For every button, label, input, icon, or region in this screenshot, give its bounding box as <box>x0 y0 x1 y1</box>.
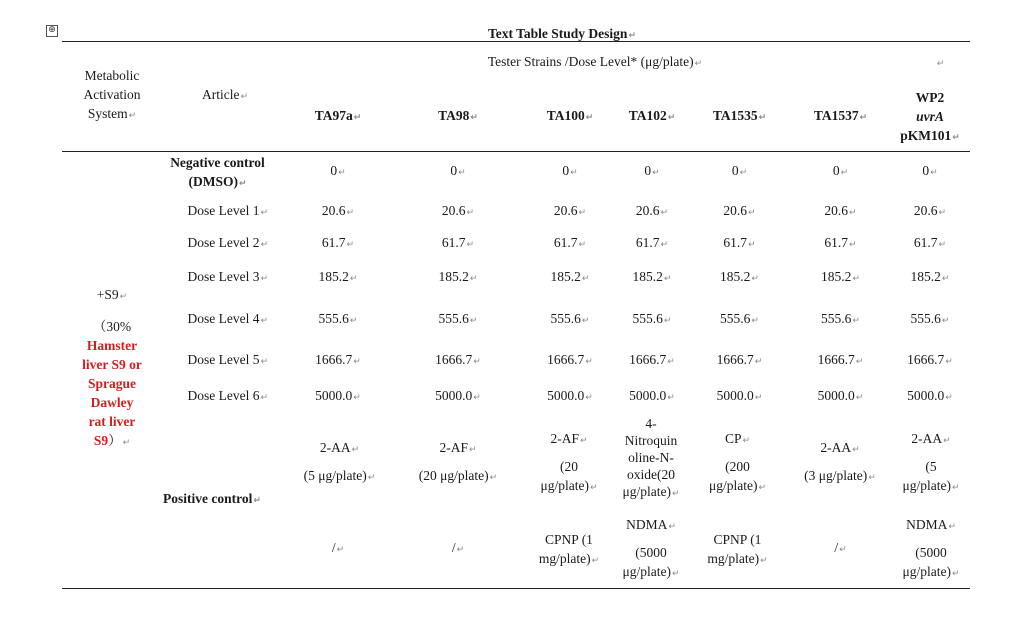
table-title: Text Table Study Design↵ <box>488 26 636 41</box>
dose-value: 5000.0↵ <box>907 388 953 403</box>
dose-value: 555.6↵ <box>318 311 358 326</box>
top-rule <box>62 41 970 42</box>
strain-header-wp2: WP2 uvrA pKM101↵ <box>900 90 960 143</box>
dose-value: 1666.7↵ <box>716 352 763 367</box>
dose-value: 5000.0↵ <box>315 388 361 403</box>
positive2-ta1537: /↵ <box>834 540 847 555</box>
dose-value: 185.2↵ <box>318 269 358 284</box>
dose-value: 185.2↵ <box>632 269 672 284</box>
dose-value: 61.7↵ <box>913 235 947 250</box>
dose-value: 20.6↵ <box>441 203 475 218</box>
neg-ta1537: 0↵ <box>832 163 849 178</box>
strain-header-ta1537: TA1537↵ <box>813 108 868 123</box>
dose-value: 1666.7↵ <box>547 352 593 367</box>
bottom-rule <box>62 588 970 589</box>
positive-control-label: Positive control↵ <box>163 491 261 506</box>
dose-value: 61.7↵ <box>824 235 857 250</box>
dose-value: 20.6↵ <box>824 203 857 218</box>
dose-value: 555.6↵ <box>438 311 478 326</box>
dose-value: 20.6↵ <box>553 203 587 218</box>
positive2-ta102: NDMA↵ (5000 μg/plate)↵ <box>622 517 680 579</box>
dose-label: Dose Level 5↵ <box>187 352 268 367</box>
dose-value: 185.2↵ <box>438 269 478 284</box>
positive2-wp2: NDMA↵ (5000 μg/plate)↵ <box>902 517 960 579</box>
dose-value: 185.2↵ <box>910 269 950 284</box>
dose-value: 61.7↵ <box>635 235 669 250</box>
dose-label: Dose Level 6↵ <box>187 388 268 403</box>
positive2-ta1535: CPNP (1 mg/plate)↵ <box>707 532 768 566</box>
tester-strains-header: Tester Strains /Dose Level* (μg/plate)↵ <box>487 54 703 69</box>
positive-cell-ta1537: 2-AA↵ (3 μg/plate)↵ <box>804 440 876 483</box>
dose-value: 61.7↵ <box>321 235 355 250</box>
positive-cell-ta98: 2-AF↵ (20 μg/plate)↵ <box>418 440 498 483</box>
article-header: Article↵ <box>201 87 249 102</box>
dose-label: Dose Level 3↵ <box>187 269 268 284</box>
dose-value: 61.7↵ <box>553 235 587 250</box>
dose-label: Dose Level 1↵ <box>187 203 268 218</box>
positive-cell-wp2: 2-AA↵ (5 μg/plate)↵ <box>902 431 960 493</box>
positive-cell-ta1535: CP↵ (200 μg/plate)↵ <box>708 431 767 493</box>
dose-value: 555.6↵ <box>821 311 860 326</box>
neg-ta102: 0↵ <box>644 163 660 178</box>
table-anchor-icon[interactable]: ⊕ <box>46 25 58 37</box>
dose-value: 1666.7↵ <box>315 352 361 367</box>
strain-header-ta98: TA98↵ <box>438 108 478 123</box>
neg-ta100: 0↵ <box>562 163 578 178</box>
dose-value: 5000.0↵ <box>817 388 864 403</box>
strain-header-ta97a: TA97a↵ <box>314 108 362 123</box>
dose-value: 1666.7↵ <box>907 352 953 367</box>
dose-value: 5000.0↵ <box>547 388 593 403</box>
positive-cell-ta97a: 2-AA↵ (5 μg/plate)↵ <box>303 440 376 483</box>
dose-value: 555.6↵ <box>550 311 590 326</box>
metabolic-system-cell: +S9↵ （30% Hamster liver S9 or Sprague Dawley rat liver S9）↵ <box>82 287 142 448</box>
positive2-ta97a: /↵ <box>331 540 345 555</box>
positive2-ta100: CPNP (1 mg/plate)↵ <box>538 532 600 566</box>
dose-value: 1666.7↵ <box>435 352 481 367</box>
dose-label: Dose Level 2↵ <box>187 235 268 250</box>
dose-value: 61.7↵ <box>723 235 756 250</box>
dose-value: 20.6↵ <box>913 203 947 218</box>
strain-header-ta1535: TA1535↵ <box>712 108 767 123</box>
dose-value: 20.6↵ <box>723 203 756 218</box>
header-rule <box>62 151 970 152</box>
neg-ta97a: 0↵ <box>330 163 346 178</box>
dose-value: 5000.0↵ <box>716 388 763 403</box>
strain-header-ta102: TA102↵ <box>628 108 676 123</box>
neg-wp2: 0↵ <box>922 163 938 178</box>
dose-label: Dose Level 4↵ <box>187 311 268 326</box>
positive2-ta98: /↵ <box>451 540 465 555</box>
dose-value: 61.7↵ <box>441 235 475 250</box>
metabolic-activation-header: Metabolic Activation System↵ <box>83 68 141 121</box>
dose-value: 185.2↵ <box>821 269 860 284</box>
empty-cell-mark: ↵ <box>936 59 945 69</box>
dose-value: 1666.7↵ <box>629 352 675 367</box>
dose-value: 555.6↵ <box>910 311 950 326</box>
neg-ta1535: 0↵ <box>731 163 748 178</box>
negative-control-label: Negative control (DMSO)↵ <box>170 155 265 189</box>
dose-value: 1666.7↵ <box>817 352 864 367</box>
dose-value: 185.2↵ <box>720 269 759 284</box>
strain-header-ta100: TA100↵ <box>546 108 594 123</box>
dose-value: 555.6↵ <box>632 311 672 326</box>
dose-value: 5000.0↵ <box>629 388 675 403</box>
dose-value: 555.6↵ <box>720 311 759 326</box>
positive-cell-ta100: 2-AF↵ (20 μg/plate)↵ <box>540 431 598 493</box>
positive-cell-ta102: 4- Nitroquin oline-N- oxide(20 μg/plate)↵ <box>622 416 680 499</box>
dose-value: 20.6↵ <box>635 203 669 218</box>
dose-value: 5000.0↵ <box>435 388 481 403</box>
dose-value: 185.2↵ <box>550 269 590 284</box>
neg-ta98: 0↵ <box>450 163 466 178</box>
dose-value: 20.6↵ <box>321 203 355 218</box>
